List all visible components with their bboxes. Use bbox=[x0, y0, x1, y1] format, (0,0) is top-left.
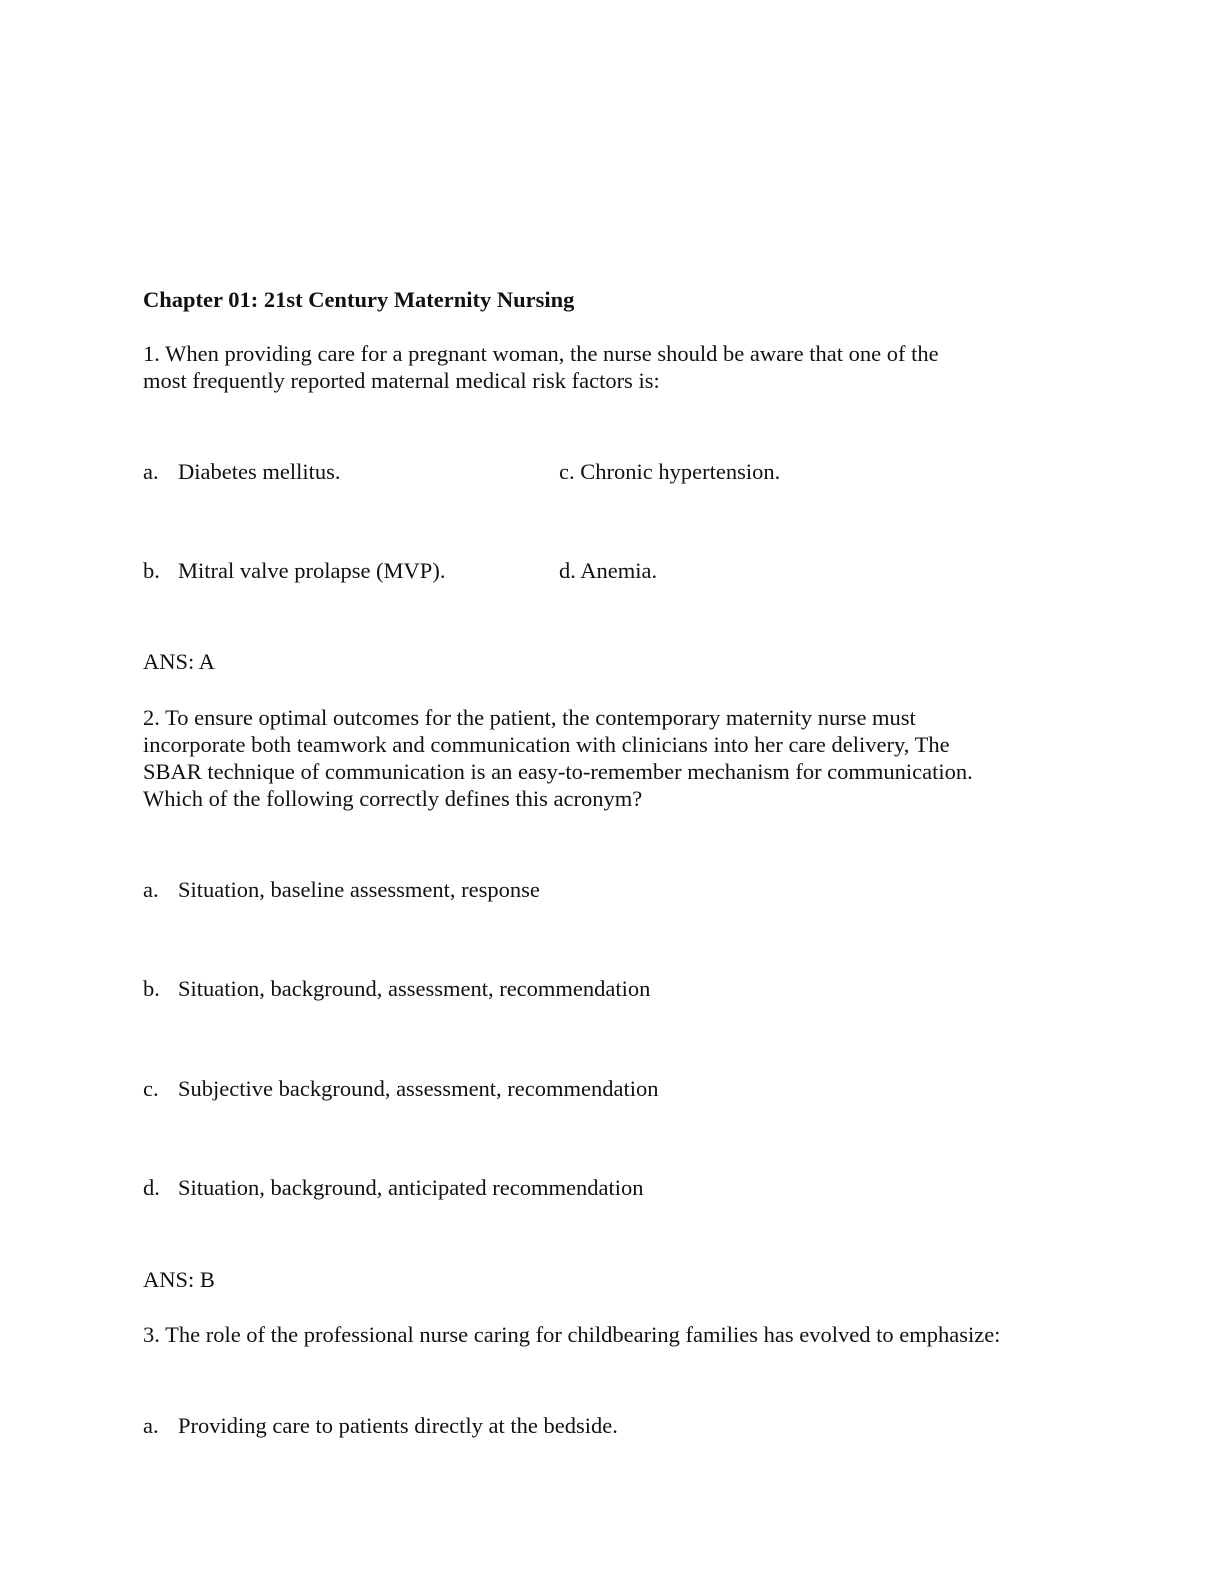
q1-stem-line-2: most frequently reported maternal medical risk factors is: bbox=[143, 368, 660, 393]
q1-option-a-text: Diabetes mellitus. bbox=[178, 459, 341, 484]
q1-option-c: c. Chronic hypertension. bbox=[559, 459, 781, 484]
chapter-title: Chapter 01: 21st Century Maternity Nursing bbox=[143, 287, 575, 312]
q3-option-a-letter: a. bbox=[143, 1413, 159, 1438]
q1-answer: ANS: A bbox=[143, 649, 215, 674]
q2-option-a-letter: a. bbox=[143, 877, 159, 902]
q1-option-b-letter: b. bbox=[143, 558, 160, 583]
q2-option-c bbox=[143, 1075, 659, 1102]
q2-option-a bbox=[143, 876, 540, 903]
q2-answer: ANS: B bbox=[143, 1267, 215, 1292]
q2-stem-line-2: incorporate both teamwork and communication with clinicians into her care delivery, The bbox=[143, 732, 950, 757]
q2-stem-line-4: Which of the following correctly defines this acronym? bbox=[143, 786, 643, 811]
q2-option-b-letter: b. bbox=[143, 976, 160, 1001]
q1-option-d: d. Anemia. bbox=[559, 558, 658, 583]
q1-option-a bbox=[143, 458, 340, 485]
q3-option-a-text: Providing care to patients directly at the bedside. bbox=[178, 1413, 618, 1438]
q3-option-a bbox=[143, 1412, 618, 1439]
q1-option-b bbox=[143, 557, 445, 584]
q2-option-a-text: Situation, baseline assessment, response bbox=[178, 877, 540, 902]
q2-option-c-text: Subjective background, assessment, recommendation bbox=[178, 1076, 659, 1101]
q1-option-a-letter: a. bbox=[143, 459, 159, 484]
q1-option-b-text: Mitral valve prolapse (MVP). bbox=[178, 558, 446, 583]
q2-option-c-letter: c. bbox=[143, 1076, 159, 1101]
q2-option-d-text: Situation, background, anticipated recommendation bbox=[178, 1175, 644, 1200]
q2-option-d bbox=[143, 1174, 644, 1201]
q2-option-b bbox=[143, 975, 650, 1002]
q3-stem-line-1: 3. The role of the professional nurse caring for childbearing families has evolved to emphasize: bbox=[143, 1322, 1001, 1347]
q1-stem-line-1: 1. When providing care for a pregnant woman, the nurse should be aware that one of the bbox=[143, 341, 939, 366]
q2-option-b-text: Situation, background, assessment, recommendation bbox=[178, 976, 651, 1001]
q2-option-d-letter: d. bbox=[143, 1175, 160, 1200]
q2-stem-line-1: 2. To ensure optimal outcomes for the patient, the contemporary maternity nurse must bbox=[143, 705, 916, 730]
q2-stem-line-3: SBAR technique of communication is an easy-to-remember mechanism for communication. bbox=[143, 759, 973, 784]
